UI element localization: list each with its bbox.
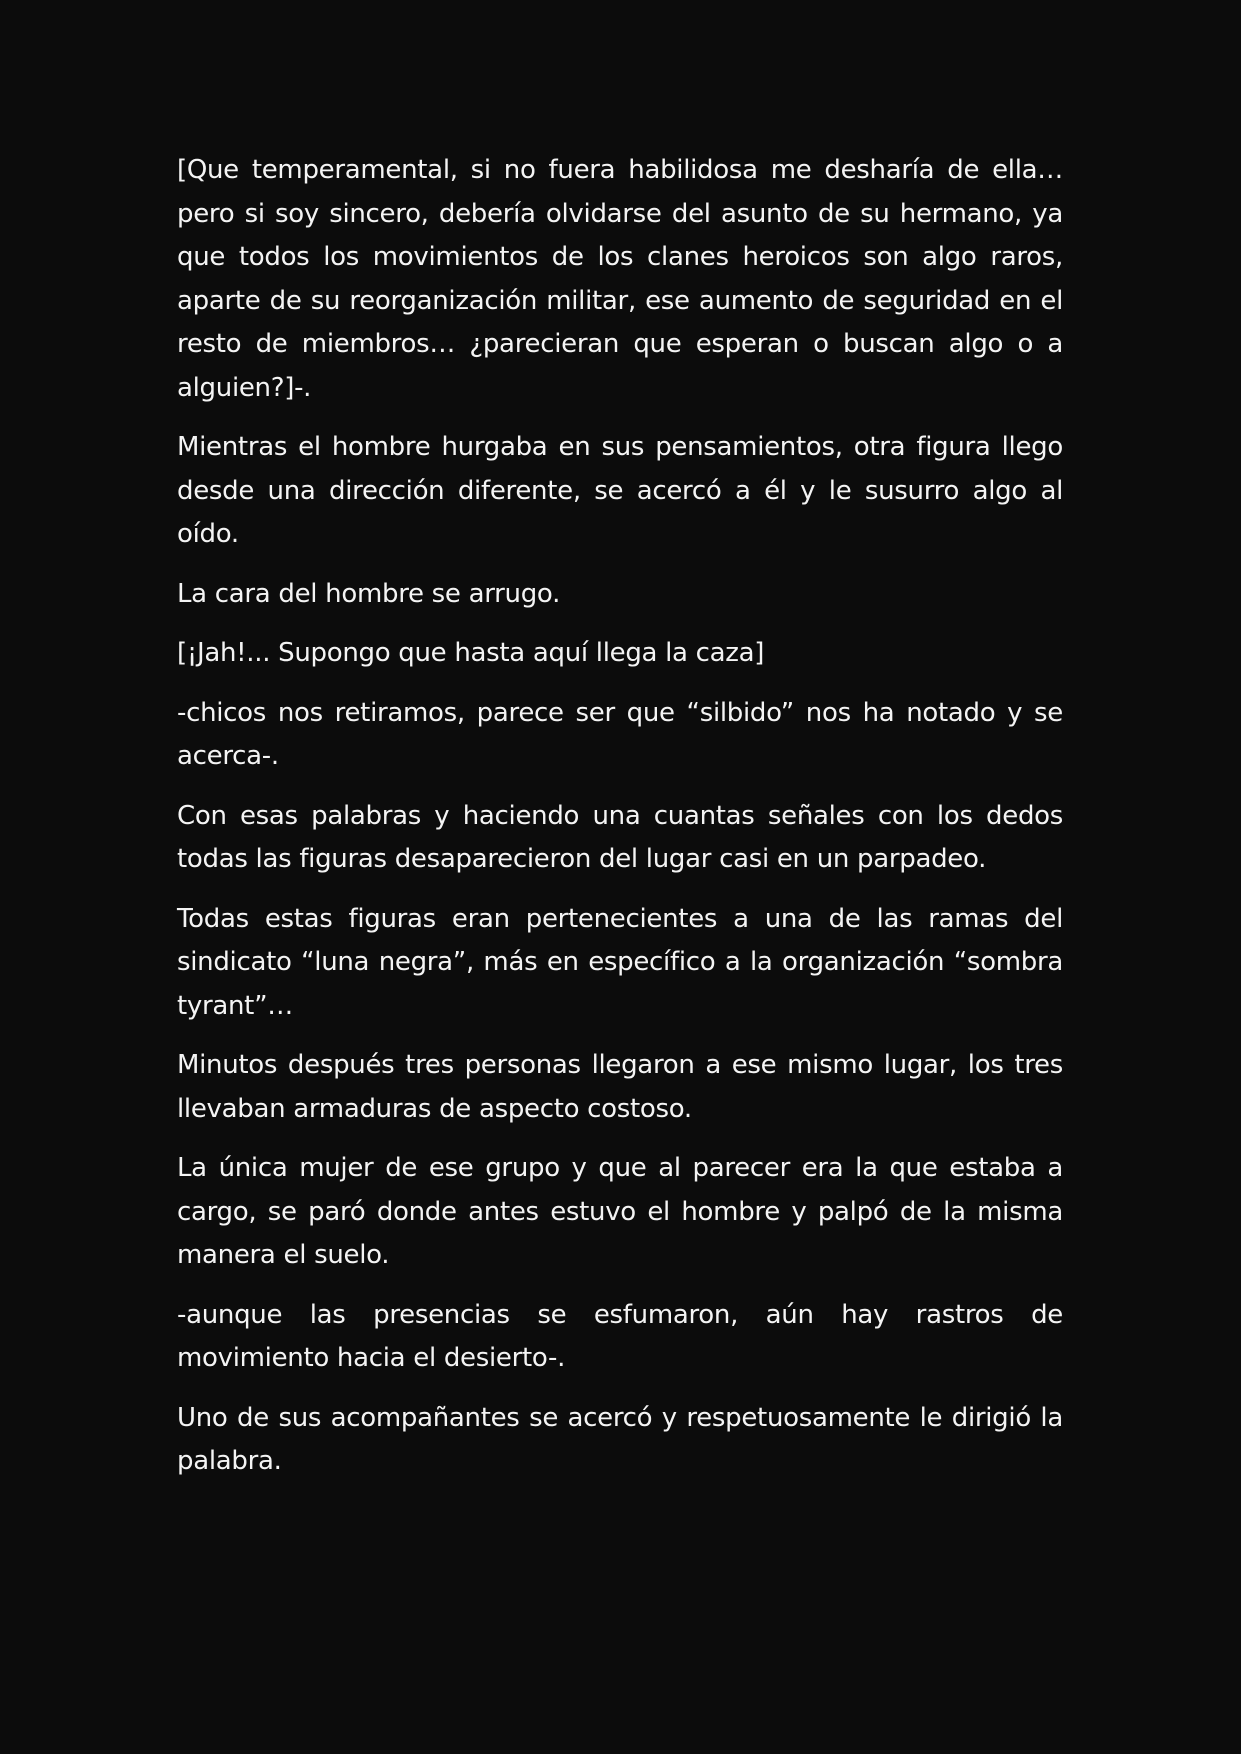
paragraph: Todas estas figuras eran pertenecientes a una de las ramas del sindicato “luna negra”, más en específico a la organización “sombra tyrant”… bbox=[177, 903, 1063, 1021]
body-text bbox=[177, 149, 1063, 1500]
paragraph: La única mujer de ese grupo y que al parecer era la que estaba a cargo, se paró donde antes estuvo el hombre y palpó de la misma manera el suelo. bbox=[177, 1153, 1063, 1270]
paragraph: -chicos nos retiramos, parece ser que “silbido” nos ha notado y se acerca-. bbox=[177, 697, 1063, 771]
paragraph: Mientras el hombre hurgaba en sus pensamientos, otra figura llego desde una dirección diferente, se acercó a él y le susurro algo al oído. bbox=[177, 432, 1063, 549]
paragraph: -aunque las presencias se esfumaron, aún hay rastros de movimiento hacia el desierto-. bbox=[177, 1299, 1063, 1373]
paragraph: La cara del hombre se arrugo. bbox=[177, 578, 561, 609]
paragraph: Uno de sus acompañantes se acercó y respetuosamente le dirigió la palabra. bbox=[177, 1402, 1063, 1476]
paragraph: Con esas palabras y haciendo una cuantas señales con los dedos todas las figuras desaparecieron del lugar casi en un parpadeo. bbox=[177, 800, 1063, 874]
paragraph: Minutos después tres personas llegaron a ese mismo lugar, los tres llevaban armaduras de aspecto costoso. bbox=[177, 1050, 1063, 1124]
paragraph: [Que temperamental, si no fuera habilidosa me desharía de ella… pero si soy sincero, debería olvidarse del asunto de su hermano, ya que todos los movimientos de los clanes heroicos son algo raros, aparte de su reorganización militar, ese aumento de seguridad en el resto de miembros… ¿parecieran que esperan o buscan algo o a alguien?]-. bbox=[177, 155, 1063, 403]
paragraph: [¡Jah!... Supongo que hasta aquí llega la caza] bbox=[177, 638, 765, 668]
